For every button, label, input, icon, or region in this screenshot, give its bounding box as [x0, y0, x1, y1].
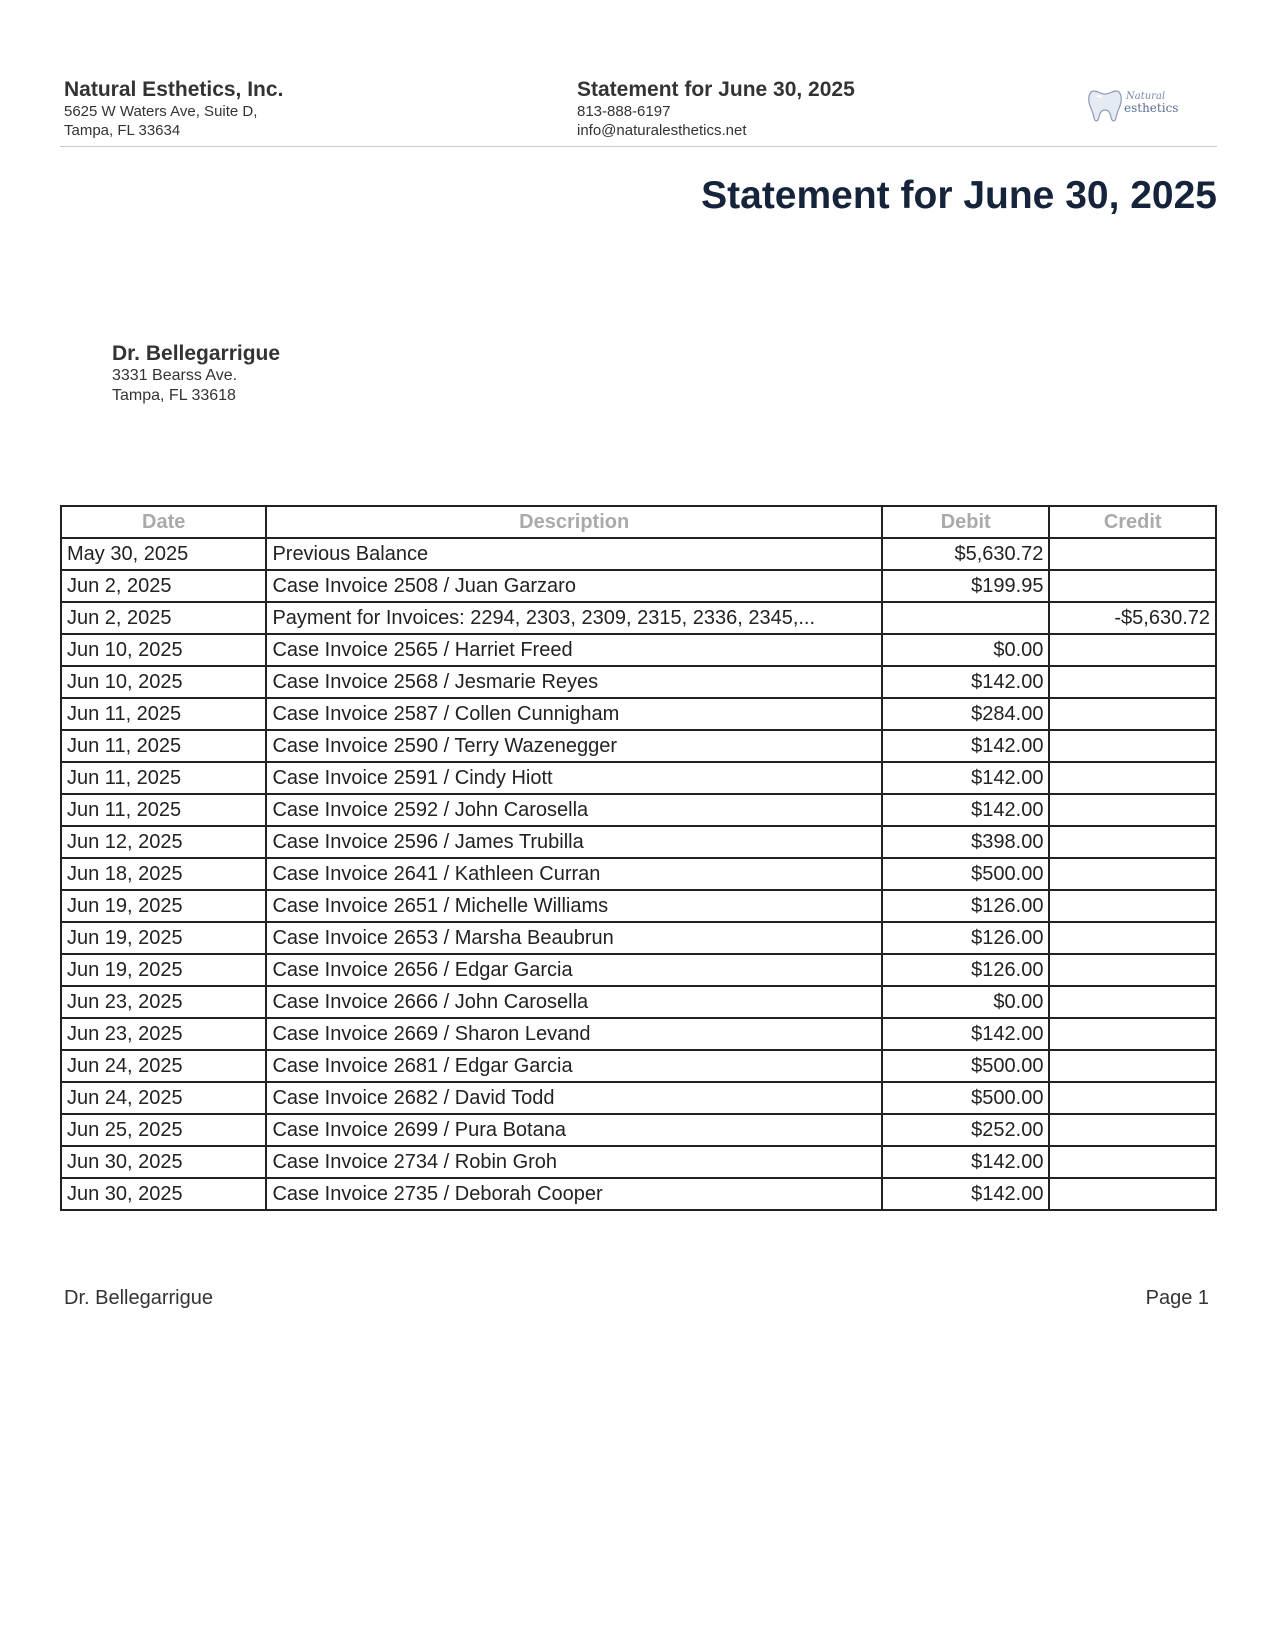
cell-description: Case Invoice 2682 / David Todd: [266, 1082, 882, 1114]
cell-description: Case Invoice 2587 / Collen Cunnigham: [266, 698, 882, 730]
cell-credit: [1049, 794, 1216, 826]
table-row: [61, 1146, 1216, 1178]
table-row: [61, 602, 1216, 634]
table-row: [61, 1050, 1216, 1082]
cell-debit: $142.00: [882, 666, 1049, 698]
cell-date: May 30, 2025: [61, 538, 266, 570]
cell-debit: $252.00: [882, 1114, 1049, 1146]
table-row: [61, 730, 1216, 762]
cell-credit: [1049, 762, 1216, 794]
table-row: [61, 1114, 1216, 1146]
page-title: Statement for June 30, 2025: [701, 174, 1217, 217]
cell-description: Case Invoice 2656 / Edgar Garcia: [266, 954, 882, 986]
cell-description: Case Invoice 2591 / Cindy Hiott: [266, 762, 882, 794]
cell-credit: [1049, 1114, 1216, 1146]
cell-credit: [1049, 954, 1216, 986]
cell-description: Previous Balance: [266, 538, 882, 570]
cell-credit: [1049, 570, 1216, 602]
cell-debit: $284.00: [882, 698, 1049, 730]
recipient-block: [112, 342, 280, 406]
cell-description: Case Invoice 2669 / Sharon Levand: [266, 1018, 882, 1050]
cell-date: Jun 30, 2025: [61, 1146, 266, 1178]
cell-date: Jun 23, 2025: [61, 1018, 266, 1050]
cell-debit: $126.00: [882, 890, 1049, 922]
cell-credit: [1049, 1018, 1216, 1050]
cell-date: Jun 11, 2025: [61, 762, 266, 794]
cell-debit: $126.00: [882, 922, 1049, 954]
cell-debit: $142.00: [882, 730, 1049, 762]
cell-credit: [1049, 1050, 1216, 1082]
cell-date: Jun 19, 2025: [61, 890, 266, 922]
table-row: [61, 666, 1216, 698]
statement-header-block: [577, 78, 855, 140]
cell-description: Payment for Invoices: 2294, 2303, 2309, 2315, 2336, 2345,...: [266, 602, 882, 634]
column-header-credit: Credit: [1049, 506, 1216, 538]
cell-description: Case Invoice 2596 / James Trubilla: [266, 826, 882, 858]
cell-date: Jun 2, 2025: [61, 570, 266, 602]
cell-date: Jun 12, 2025: [61, 826, 266, 858]
company-name: Natural Esthetics, Inc.: [64, 78, 284, 101]
footer-recipient-name: Dr. Bellegarrigue: [64, 1287, 213, 1309]
tooth-icon: [1086, 85, 1124, 125]
cell-date: Jun 11, 2025: [61, 698, 266, 730]
statement-table: [60, 505, 1217, 1211]
cell-debit: $142.00: [882, 1146, 1049, 1178]
cell-date: Jun 18, 2025: [61, 858, 266, 890]
cell-date: Jun 24, 2025: [61, 1050, 266, 1082]
cell-credit: [1049, 730, 1216, 762]
table-row: [61, 954, 1216, 986]
cell-date: Jun 19, 2025: [61, 922, 266, 954]
cell-description: Case Invoice 2681 / Edgar Garcia: [266, 1050, 882, 1082]
cell-description: Case Invoice 2592 / John Carosella: [266, 794, 882, 826]
cell-description: Case Invoice 2735 / Deborah Cooper: [266, 1178, 882, 1210]
cell-debit: $500.00: [882, 1050, 1049, 1082]
cell-description: Case Invoice 2565 / Harriet Freed: [266, 634, 882, 666]
cell-credit: [1049, 858, 1216, 890]
cell-date: Jun 30, 2025: [61, 1178, 266, 1210]
table-row: [61, 922, 1216, 954]
table-row: [61, 570, 1216, 602]
cell-debit: $398.00: [882, 826, 1049, 858]
company-phone: 813-888-6197: [577, 103, 671, 120]
letterhead: [64, 78, 1214, 144]
cell-credit: [1049, 666, 1216, 698]
table-row: [61, 858, 1216, 890]
cell-credit: [1049, 1146, 1216, 1178]
cell-credit: [1049, 1082, 1216, 1114]
table-row: [61, 890, 1216, 922]
cell-debit: $142.00: [882, 1018, 1049, 1050]
company-block: [64, 78, 283, 140]
cell-debit: [882, 602, 1049, 634]
statement-header-title: Statement for June 30, 2025: [577, 78, 855, 101]
table-row: [61, 1082, 1216, 1114]
table-row: [61, 634, 1216, 666]
table-row: [61, 986, 1216, 1018]
recipient-address-line1: 3331 Bearss Ave.: [112, 367, 238, 384]
recipient-address-line2: Tampa, FL 33618: [112, 387, 236, 404]
cell-debit: $500.00: [882, 858, 1049, 890]
cell-debit: $142.00: [882, 794, 1049, 826]
column-header-date: Date: [61, 506, 266, 538]
company-logo: [1086, 83, 1186, 128]
cell-credit: [1049, 634, 1216, 666]
cell-description: Case Invoice 2568 / Jesmarie Reyes: [266, 666, 882, 698]
column-header-description: Description: [266, 506, 882, 538]
table-row: [61, 794, 1216, 826]
cell-description: Case Invoice 2641 / Kathleen Curran: [266, 858, 882, 890]
cell-date: Jun 11, 2025: [61, 730, 266, 762]
cell-date: Jun 11, 2025: [61, 794, 266, 826]
cell-credit: [1049, 890, 1216, 922]
header-divider: [60, 146, 1217, 147]
cell-debit: $5,630.72: [882, 538, 1049, 570]
table-header-row: [61, 506, 1216, 538]
cell-description: Case Invoice 2666 / John Carosella: [266, 986, 882, 1018]
company-address-line1: 5625 W Waters Ave, Suite D,: [64, 103, 258, 120]
table-row: [61, 762, 1216, 794]
table-body: [61, 538, 1216, 1210]
cell-date: Jun 19, 2025: [61, 954, 266, 986]
table-row: [61, 698, 1216, 730]
company-address-line2: Tampa, FL 33634: [64, 122, 181, 139]
cell-credit: [1049, 698, 1216, 730]
cell-date: Jun 25, 2025: [61, 1114, 266, 1146]
column-header-debit: Debit: [882, 506, 1049, 538]
cell-debit: $142.00: [882, 1178, 1049, 1210]
cell-debit: $199.95: [882, 570, 1049, 602]
table-row: [61, 1018, 1216, 1050]
cell-date: Jun 24, 2025: [61, 1082, 266, 1114]
table-row: [61, 1178, 1216, 1210]
cell-date: Jun 23, 2025: [61, 986, 266, 1018]
cell-description: Case Invoice 2653 / Marsha Beaubrun: [266, 922, 882, 954]
cell-debit: $126.00: [882, 954, 1049, 986]
company-email: info@naturalesthetics.net: [577, 122, 747, 139]
cell-credit: [1049, 538, 1216, 570]
cell-credit: [1049, 826, 1216, 858]
cell-debit: $0.00: [882, 986, 1049, 1018]
cell-credit: [1049, 1178, 1216, 1210]
table-row: [61, 538, 1216, 570]
cell-date: Jun 2, 2025: [61, 602, 266, 634]
cell-debit: $0.00: [882, 634, 1049, 666]
cell-credit: -$5,630.72: [1049, 602, 1216, 634]
cell-date: Jun 10, 2025: [61, 666, 266, 698]
recipient-name: Dr. Bellegarrigue: [112, 342, 281, 365]
cell-description: Case Invoice 2699 / Pura Botana: [266, 1114, 882, 1146]
cell-date: Jun 10, 2025: [61, 634, 266, 666]
page-number: Page 1: [1145, 1287, 1209, 1309]
cell-description: Case Invoice 2651 / Michelle Williams: [266, 890, 882, 922]
cell-description: Case Invoice 2590 / Terry Wazenegger: [266, 730, 882, 762]
logo-text-line2: esthetics: [1124, 101, 1179, 115]
cell-debit: $500.00: [882, 1082, 1049, 1114]
cell-credit: [1049, 922, 1216, 954]
table-row: [61, 826, 1216, 858]
logo-text-line1: Natural: [1126, 91, 1166, 102]
cell-debit: $142.00: [882, 762, 1049, 794]
cell-description: Case Invoice 2734 / Robin Groh: [266, 1146, 882, 1178]
cell-credit: [1049, 986, 1216, 1018]
cell-description: Case Invoice 2508 / Juan Garzaro: [266, 570, 882, 602]
